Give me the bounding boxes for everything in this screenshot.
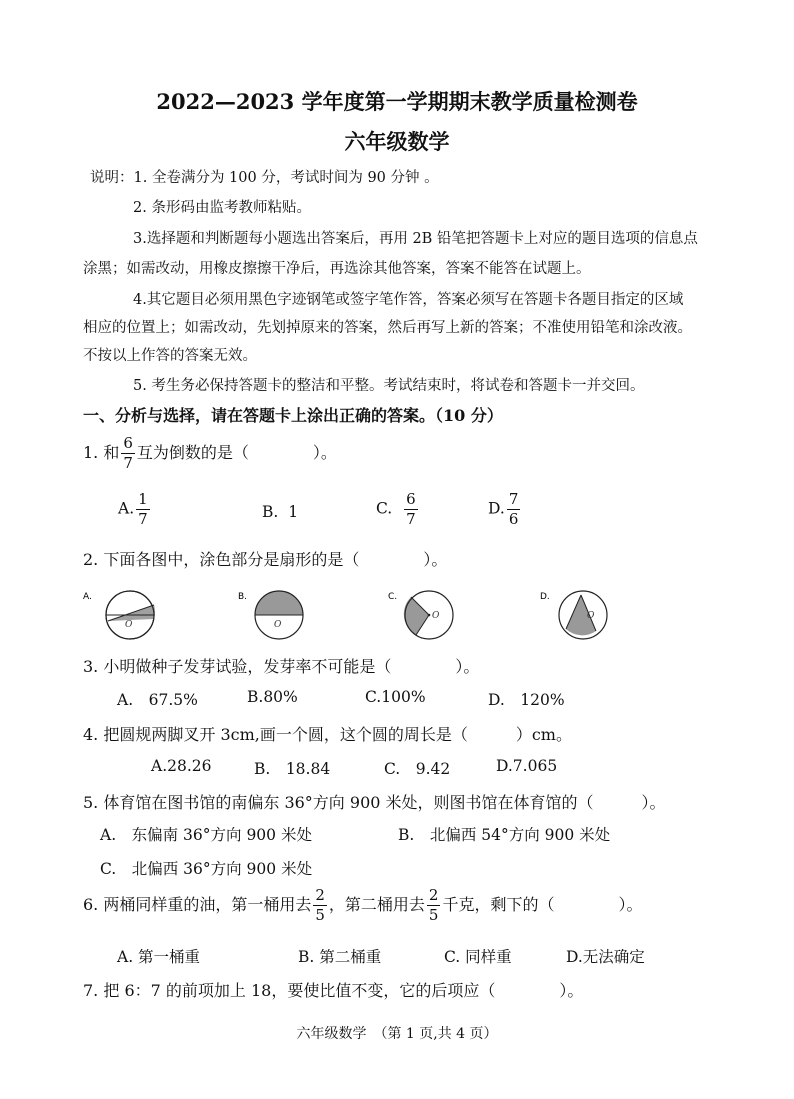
note-line-4: 涂黑；如需改动，用橡皮擦擦干净后，再选涂其他答案，答案不能答在试题上。 bbox=[83, 261, 591, 277]
figure-letter-b: B. bbox=[238, 592, 248, 602]
numerator: 6 bbox=[406, 490, 416, 508]
center-label: O bbox=[125, 620, 133, 630]
q6-option-a: A. 第一桶重 bbox=[117, 948, 201, 966]
q4-option-c: C. 9.42 bbox=[384, 760, 451, 778]
center-label: O bbox=[432, 611, 440, 621]
question-5: 5. 体育馆在图书馆的南偏东 36°方向 900 米处，则图书馆在体育馆的（ ）。 bbox=[83, 793, 666, 812]
figure-a bbox=[83, 591, 155, 639]
q4-option-b: B. 18.84 bbox=[254, 760, 331, 778]
denominator: 7 bbox=[123, 454, 133, 472]
q6-option-b: B. 第二桶重 bbox=[298, 948, 382, 966]
option-label: C. bbox=[376, 499, 393, 518]
figure-b bbox=[238, 591, 303, 639]
question-2: 2. 下面各图中，涂色部分是扇形的是（ ）。 bbox=[83, 550, 448, 569]
figure-c bbox=[388, 591, 453, 639]
denominator: 7 bbox=[406, 510, 416, 528]
question-1 bbox=[83, 436, 337, 471]
q6-option-d: D.无法确定 bbox=[566, 948, 645, 966]
question-4: 4. 把圆规两脚叉开 3cm,画一个圆，这个圆的周长是（ ）cm。 bbox=[83, 725, 572, 744]
q3-option-d: D. 120% bbox=[488, 691, 565, 709]
q5-option-c: C. 北偏西 36°方向 900 米处 bbox=[100, 860, 313, 878]
question-3: 3. 小明做种子发芽试验，发芽率不可能是（ ）。 bbox=[83, 657, 480, 676]
denominator: 6 bbox=[508, 510, 519, 528]
note-line-3: 3.选择题和判断题每小题选出答案后，再用 2B 铅笔把答题卡上对应的题目选项的信息点 bbox=[133, 231, 698, 247]
q3-option-a: A. 67.5% bbox=[117, 691, 198, 709]
figure-letter-c: C. bbox=[388, 592, 398, 602]
note-line-6: 相应的位置上；如需改动，先划掉原来的答案，然后再写上新的答案；不准使用铅笔和涂改液。 bbox=[83, 320, 692, 336]
q1-option-a bbox=[118, 492, 152, 527]
fraction bbox=[404, 492, 418, 527]
option-label: B. bbox=[262, 503, 279, 521]
option-text: 1 bbox=[288, 503, 299, 521]
section-heading: 一、分析与选择，请在答题卡上涂出正确的答案。（10 分） bbox=[83, 406, 503, 425]
numerator: 1 bbox=[138, 490, 148, 508]
note-line-5: 4.其它题目必须用黑色字迹钢笔或签字笔作答，答案必须写在答题卡各题目指定的区域 bbox=[133, 292, 684, 308]
question-7: 7. 把 6：7 的前项加上 18，要使比值不变，它的后项应（ ）。 bbox=[83, 981, 584, 1000]
figure-letter-d: D. bbox=[540, 592, 550, 602]
fraction bbox=[427, 888, 441, 923]
note-line-7: 不按以上作答的答案无效。 bbox=[83, 348, 257, 364]
denominator: 7 bbox=[138, 510, 148, 528]
q5-option-b: B. 北偏西 54°方向 900 米处 bbox=[398, 826, 611, 844]
question-1-post: 互为倒数的是（ ）。 bbox=[136, 443, 337, 462]
q1-option-d bbox=[488, 492, 522, 527]
q4-option-a: A.28.26 bbox=[151, 757, 212, 775]
fraction bbox=[136, 492, 150, 527]
figure-letter-a: A. bbox=[83, 592, 92, 602]
q5-option-a: A. 东偏南 36°方向 900 米处 bbox=[100, 826, 312, 844]
q4-option-d: D.7.065 bbox=[496, 757, 558, 775]
center-label: O bbox=[274, 620, 282, 630]
numerator: 2 bbox=[428, 886, 439, 904]
q2-figures bbox=[78, 583, 638, 643]
page-footer: 六年级数学 （第 1 页,共 4 页） bbox=[296, 1026, 498, 1042]
denominator: 5 bbox=[315, 906, 325, 924]
numerator: 2 bbox=[315, 886, 325, 904]
fraction bbox=[313, 888, 327, 923]
note-line-2: 2. 条形码由监考教师粘贴。 bbox=[133, 200, 311, 216]
page-subtitle: 六年级数学 bbox=[344, 129, 450, 154]
q1-option-b bbox=[262, 503, 298, 521]
figure-d bbox=[540, 591, 607, 639]
option-label: A. bbox=[118, 499, 135, 518]
note-line-1: 说明：1. 全卷满分为 100 分，考试时间为 90 分钟 。 bbox=[90, 170, 439, 186]
question-1-pre: 1. 和 bbox=[83, 443, 120, 462]
option-label: D. bbox=[488, 499, 505, 518]
center-label: O bbox=[587, 611, 595, 621]
q6-option-c: C. 同样重 bbox=[444, 948, 512, 966]
denominator: 5 bbox=[428, 906, 439, 924]
fraction bbox=[121, 436, 135, 471]
question-6-mid: ，第二桶用去 bbox=[328, 895, 425, 914]
q3-option-c: C.100% bbox=[365, 688, 426, 706]
q3-option-b: B.80% bbox=[247, 688, 298, 706]
question-6 bbox=[83, 888, 642, 923]
q1-option-c bbox=[376, 492, 420, 527]
question-6-post: 千克，剩下的（ ）。 bbox=[442, 895, 643, 914]
page-title: 2022—2023 学年度第一学期期末教学质量检测卷 bbox=[156, 89, 638, 114]
fraction bbox=[507, 492, 521, 527]
numerator: 7 bbox=[508, 490, 519, 508]
note-line-8: 5. 考生务必保持答题卡的整洁和平整。考试结束时，将试卷和答题卡一并交回。 bbox=[133, 378, 645, 394]
numerator: 6 bbox=[123, 434, 133, 452]
question-6-pre: 6. 两桶同样重的油，第一桶用去 bbox=[83, 895, 312, 914]
